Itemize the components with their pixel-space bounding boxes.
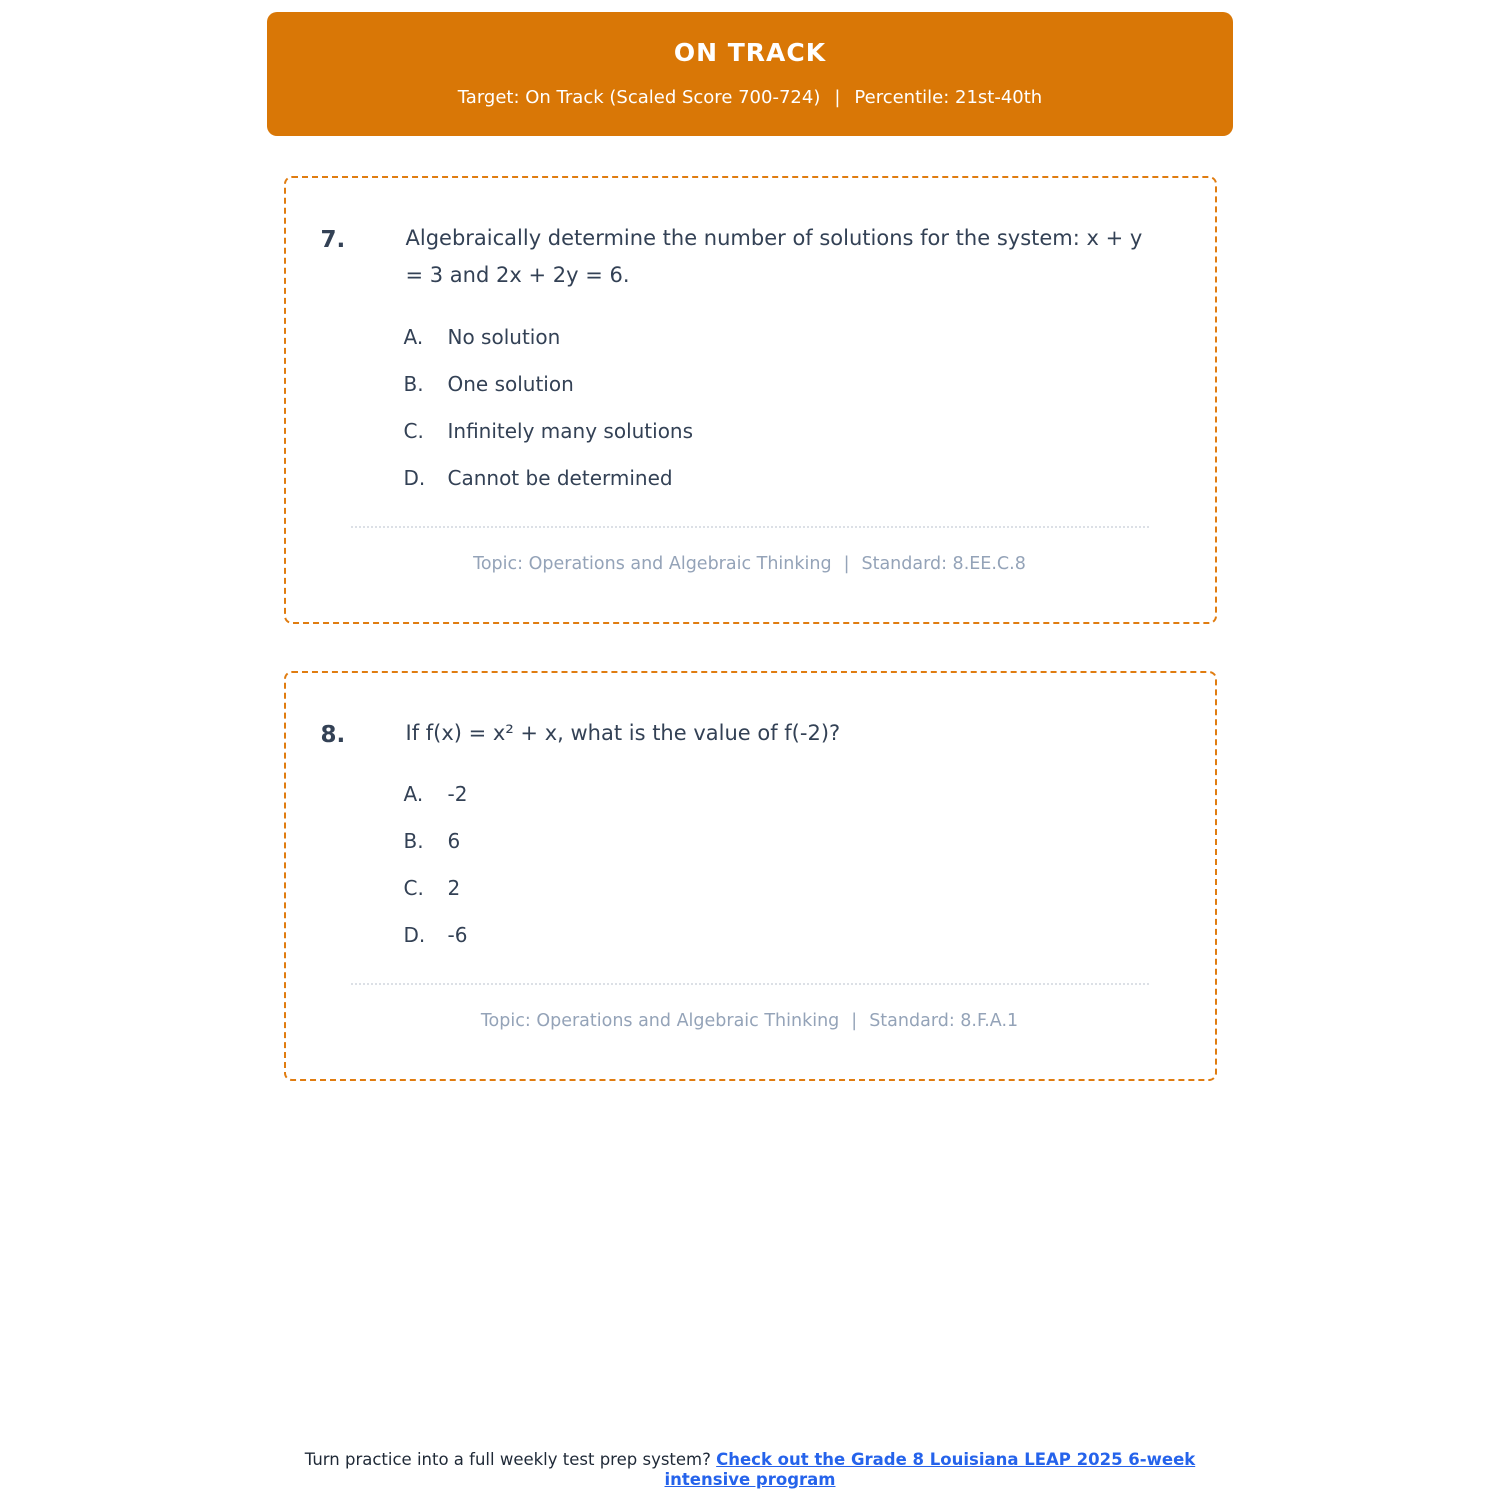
option-text: -2 [447,782,468,807]
option-letter: D. [403,465,426,490]
meta-separator: | [851,1011,858,1032]
card-divider [351,983,1149,985]
footer [0,1450,1500,1490]
option-b [404,372,1179,396]
footer-text-block [285,1450,1215,1490]
question-text: If f(x) = x² + x, what is the value of f(-2)? [405,720,841,745]
option-d [404,923,1179,947]
banner-percentile: Percentile: 21st-40th [854,87,1043,108]
option-letter: A. [403,782,424,807]
worksheet-page [0,12,1500,1512]
question-card-7 [284,176,1217,624]
option-text: 6 [447,829,461,854]
options-list [404,325,1179,490]
options-list [404,782,1179,947]
question-row [321,721,1179,752]
option-letter: B. [403,829,424,854]
option-letter: C. [403,418,424,443]
option-c [404,419,1179,443]
question-card-8 [284,671,1217,1081]
banner-separator: | [834,87,841,108]
option-letter: B. [403,371,424,396]
footer-text: Turn practice into a full weekly test prep system? [304,1450,711,1469]
banner-title: ON TRACK [673,38,827,67]
question-number: 8. [320,721,346,748]
option-letter: D. [403,923,426,948]
option-d [404,466,1179,490]
option-c [404,876,1179,900]
banner-target: Target: On Track (Scaled Score 700-724) [457,87,821,108]
standard-label: Standard: 8.F.A.1 [869,1011,1019,1032]
option-text: 2 [447,876,461,901]
option-text: One solution [447,371,574,396]
option-b [404,829,1179,853]
option-letter: A. [403,324,424,349]
banner-subtitle [287,87,1213,108]
question-text: Algebraically determine the number of solutions for the system: x + y = 3 and 2x + 2y = 6. [405,226,1143,288]
option-letter: C. [403,876,424,901]
question-number: 7. [320,227,346,253]
option-text: Cannot be determined [447,465,673,490]
score-band-banner [267,12,1233,136]
meta-separator: | [843,553,850,574]
topic-label: Topic: Operations and Algebraic Thinking [480,1011,840,1032]
option-a [404,782,1179,806]
card-divider [351,526,1149,528]
option-text: -6 [447,923,468,948]
standard-label: Standard: 8.EE.C.8 [861,553,1026,574]
footer-program-link[interactable]: Check out the Grade 8 Louisiana LEAP 2025 6-week intensive program [664,1450,1196,1489]
question-meta [321,554,1179,596]
topic-label: Topic: Operations and Algebraic Thinking [473,553,832,574]
option-text: Infinitely many solutions [447,418,694,443]
option-text: No solution [447,324,561,349]
question-row [321,226,1179,295]
option-a [404,325,1179,349]
question-meta [321,1011,1179,1053]
